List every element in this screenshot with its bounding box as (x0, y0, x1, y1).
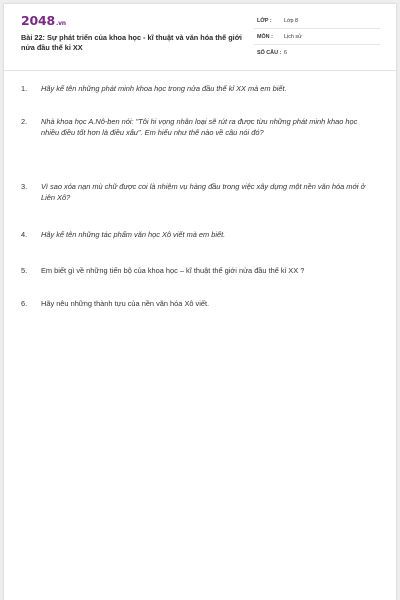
worksheet-page (4, 4, 396, 600)
site-logo[interactable]: 2048.vn (21, 13, 66, 28)
question-text: Vì sao xóa nạn mù chữ được coi là nhiệm vụ hàng đầu trong việc xây dựng một nền văn hóa mới ở Liên Xô? (41, 182, 366, 202)
question-number: 5. (21, 266, 28, 275)
lesson-title: Bài 22: Sự phát triển của khoa học - kĩ thuật và văn hóa thế giới nửa đầu thế kỉ XX (21, 33, 242, 52)
question-number: 4. (21, 230, 28, 239)
meta-subject-row (254, 30, 380, 45)
question-text: Em biết gì về những tiến bộ của khoa học – kĩ thuật thế giới nửa đầu thế kỉ XX ? (41, 266, 305, 275)
worksheet-header (4, 4, 396, 71)
meta-class-row (254, 14, 380, 29)
meta-subject-value: Lịch sử (284, 34, 302, 40)
question-text: Nhà khoa học A.Nô-ben nói: "Tôi hi vọng nhân loại sẽ rút ra được từu những phát minh khao học nhiều điều tốt hơn là điều xấu". Em hiểu như thế nào về câu nói đó? (41, 117, 358, 137)
question-number: 6. (21, 299, 28, 308)
question-text: Hãy nêu những thành tựu của nền văn hóa Xô viết. (41, 299, 210, 308)
meta-count-row (254, 46, 380, 60)
question-number: 1. (21, 84, 28, 93)
meta-count-value: 6 (284, 50, 287, 56)
question-text: Hãy kể tên những tác phẩm văn học Xô viết mà em biết. (41, 230, 226, 239)
meta-subject-label: MÔN : (257, 34, 273, 40)
question-number: 3. (21, 182, 28, 191)
question-text: Hãy kể tên những phát minh khoa học trong nửa đầu thế kỉ XX mà em biết. (41, 84, 287, 93)
question-number: 2. (21, 117, 28, 126)
meta-class-label: LỚP : (257, 18, 272, 24)
meta-count-label: SỐ CÂU : (257, 50, 282, 56)
meta-class-value: Lớp 8 (284, 18, 299, 24)
